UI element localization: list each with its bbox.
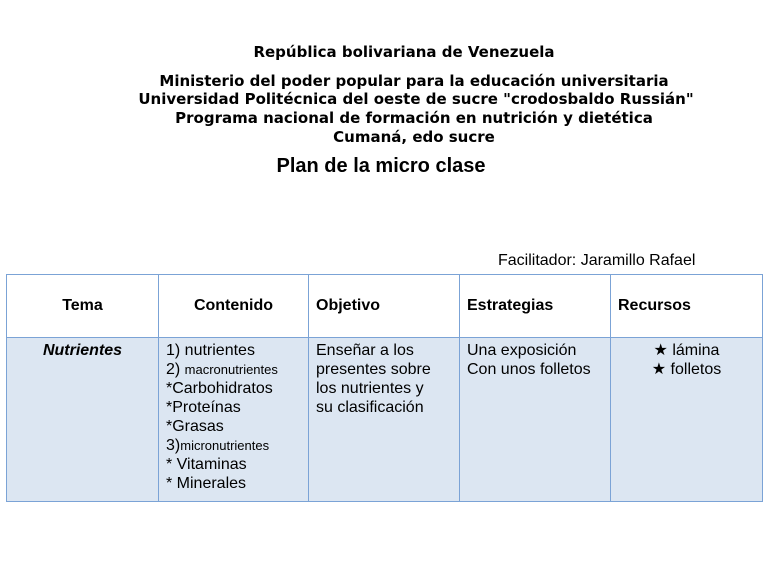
recurso-line: ★ folletos: [651, 361, 722, 378]
estrategia-line: Una exposición: [467, 342, 577, 359]
objetivo-line: su clasificación: [316, 399, 424, 416]
contenido-line: [166, 436, 308, 455]
contenido-line: [166, 360, 308, 379]
contenido-line: * Minerales: [166, 475, 247, 492]
contenido-small: macronutrientes: [184, 362, 278, 377]
contenido-num: 3): [166, 437, 181, 454]
page-title: [0, 153, 768, 179]
header-location: Cumaná, edo sucre: [333, 128, 495, 146]
contenido-line: *Proteínas: [166, 399, 241, 416]
cell-tema: [7, 338, 159, 502]
table-header-row: [7, 275, 763, 338]
header-country: República bolivariana de Venezuela: [253, 43, 555, 61]
facilitator-label: Facilitador: Jaramillo Rafael: [498, 252, 696, 269]
col-header-objetivo: Objetivo: [309, 275, 460, 338]
contenido-small: micronutrientes: [180, 438, 270, 453]
cell-estrategias: [460, 338, 611, 502]
header-ministry: Ministerio del poder popular para la educación universitaria: [159, 72, 669, 90]
col-header-tema: Tema: [7, 275, 159, 338]
contenido-line: * Vitaminas: [166, 456, 247, 473]
col-header-recursos: Recursos: [611, 275, 763, 338]
col-header-estrategias: Estrategias: [460, 275, 611, 338]
objetivo-line: Enseñar a los: [316, 342, 414, 359]
objetivo-line: los nutrientes y: [316, 380, 424, 397]
contenido-num: 2): [166, 361, 185, 378]
estrategia-line: Con unos folletos: [467, 361, 591, 378]
contenido-line: *Grasas: [166, 418, 224, 435]
table-row: [7, 338, 763, 502]
cell-recursos: [611, 338, 763, 502]
contenido-line: *Carbohidratos: [166, 380, 273, 397]
contenido-line: 1) nutrientes: [166, 342, 255, 359]
header-university: Universidad Politécnica del oeste de sucre "crodosbaldo Russián": [138, 90, 694, 108]
cell-contenido: [159, 338, 309, 502]
header-program: Programa nacional de formación en nutrición y dietética: [175, 109, 653, 127]
cell-objetivo: [309, 338, 460, 502]
recurso-line: ★ lámina: [653, 342, 720, 359]
objetivo-line: presentes sobre: [316, 361, 431, 378]
lesson-plan-table: [6, 274, 763, 502]
tema-value: Nutrientes: [42, 342, 123, 359]
col-header-contenido: Contenido: [159, 275, 309, 338]
page-title-text: Plan de la micro clase: [276, 155, 486, 177]
